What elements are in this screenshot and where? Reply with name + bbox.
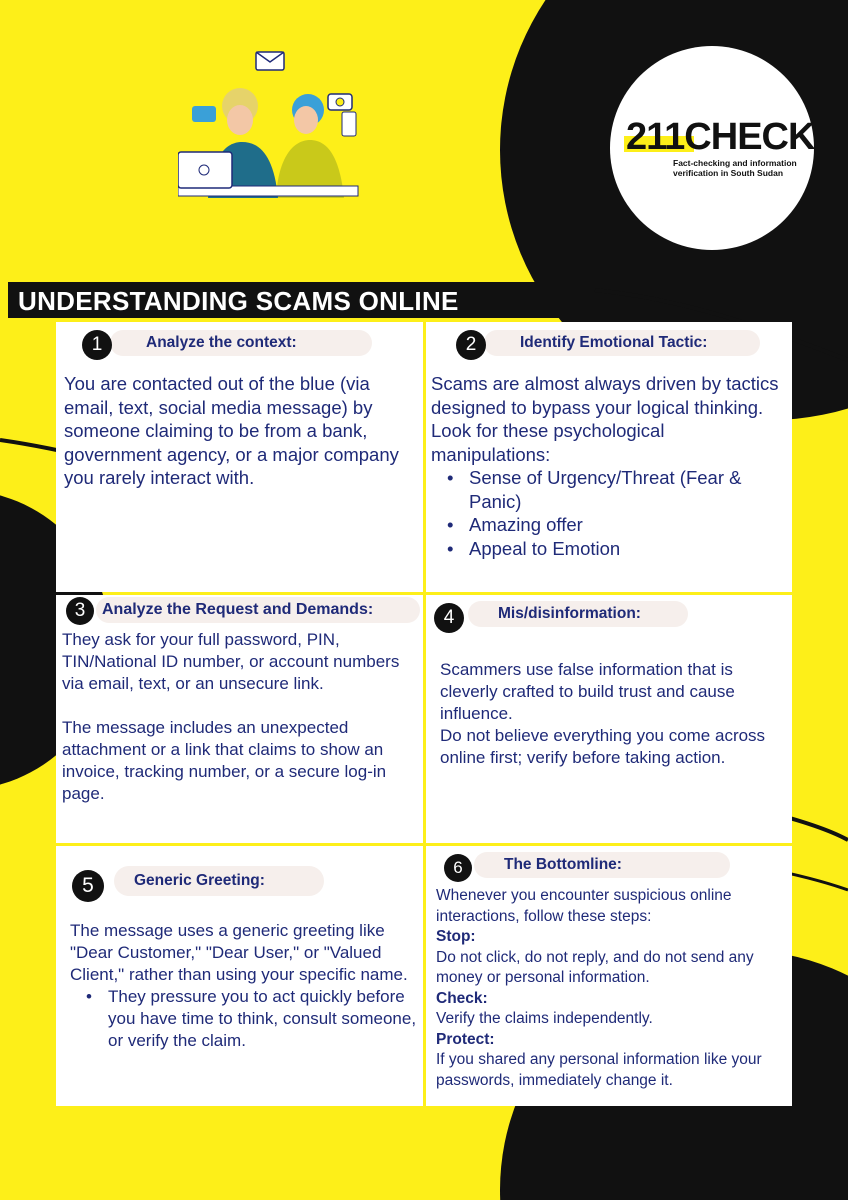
panel-body: You are contacted out of the blue (via email, text, social media message) by someone claiming to be from a bank, government agency, or a major company you rarely interact with.: [64, 373, 399, 488]
panel-heading: Identify Emotional Tactic:: [520, 334, 708, 351]
panel-heading: Analyze the context:: [146, 334, 297, 351]
panel-heading: The Bottomline:: [504, 856, 622, 873]
panel-heading-pill: [474, 852, 730, 878]
step-text: Do not click, do not reply, and do not send any money or personal information.: [436, 948, 754, 986]
list-item: • Appeal to Emotion: [431, 537, 787, 561]
panel-intro: Scams are almost always driven by tactics designed to bypass your logical thinking. Look for these psychological manipulations:: [431, 373, 779, 465]
panel-body: [440, 659, 786, 769]
panel-heading-pill: [484, 330, 760, 356]
panel-emotional-tactic: [426, 322, 792, 592]
panel-heading: Mis/disinformation:: [498, 605, 641, 622]
panel-heading: Generic Greeting:: [134, 872, 265, 889]
panel-paragraph: Do not believe everything you come across online first; verify before taking action.: [440, 726, 766, 767]
panel-heading-pill: [96, 597, 420, 623]
step-number-badge: 3: [66, 597, 94, 625]
step-protect: [436, 1030, 788, 1051]
panel-paragraph: The message includes an unexpected attachment or a link that claims to show an invoice, tracking number, or a secure log-in page.: [62, 718, 387, 803]
logo-badge: [610, 46, 814, 250]
panel-heading: Analyze the Request and Demands:: [102, 601, 374, 618]
step-number-badge: 2: [456, 330, 486, 360]
logo-tagline-1: Fact-checking and information: [673, 157, 797, 168]
panel-misinformation: [426, 595, 792, 843]
step-number-badge: 1: [82, 330, 112, 360]
step-label: Check:: [436, 989, 488, 1007]
step-check: [436, 989, 788, 1010]
panel-body: [62, 629, 418, 805]
panel-body: [431, 372, 787, 560]
panel-heading-pill: [114, 866, 324, 896]
step-stop: [436, 927, 788, 948]
people-with-devices-illustration: [178, 48, 368, 200]
step-text: Verify the claims independently.: [436, 1010, 653, 1027]
panel-heading-pill: [110, 330, 372, 356]
step-label: Protect:: [436, 1030, 495, 1048]
panel-analyze-context: [56, 322, 423, 592]
panel-bottomline: [426, 846, 792, 1106]
panel-intro: Whenever you encounter suspicious online interactions, follow these steps:: [436, 887, 732, 925]
step-number-badge: 5: [72, 870, 104, 902]
panel-generic-greeting: [56, 846, 423, 1106]
list-item: • They pressure you to act quickly before you have time to think, consult someone, or verify the claim.: [70, 986, 420, 1052]
logo-wordmark: 211CHECK: [626, 115, 815, 158]
page-title: UNDERSTANDING SCAMS ONLINE: [8, 282, 578, 318]
tactic-list: [431, 466, 787, 560]
panel-heading-pill: [468, 601, 688, 627]
panel-body: [436, 886, 788, 1091]
step-label: Stop:: [436, 928, 476, 945]
panel-body: [70, 920, 420, 1052]
panel-paragraph: They ask for your full password, PIN, TIN/National ID number, or account numbers via email, text, or an unsecure link.: [62, 630, 400, 693]
step-number-badge: 6: [444, 854, 472, 882]
logo-tagline-2: verification in South Sudan: [673, 167, 784, 178]
pressure-list: [70, 986, 420, 1052]
step-number-badge: 4: [434, 603, 464, 633]
panel-request-demands: [56, 595, 423, 843]
panel-paragraph: Scammers use false information that is cleverly crafted to build trust and cause influence.: [440, 660, 735, 723]
list-item: • Sense of Urgency/Threat (Fear & Panic): [431, 466, 787, 513]
step-text: If you shared any personal information like your passwords, immediately change it.: [436, 1051, 762, 1089]
panel-paragraph: The message uses a generic greeting like "Dear Customer," "Dear User," or "Valued Client," rather than using your specific name.: [70, 921, 408, 984]
list-item: • Amazing offer: [431, 513, 787, 537]
